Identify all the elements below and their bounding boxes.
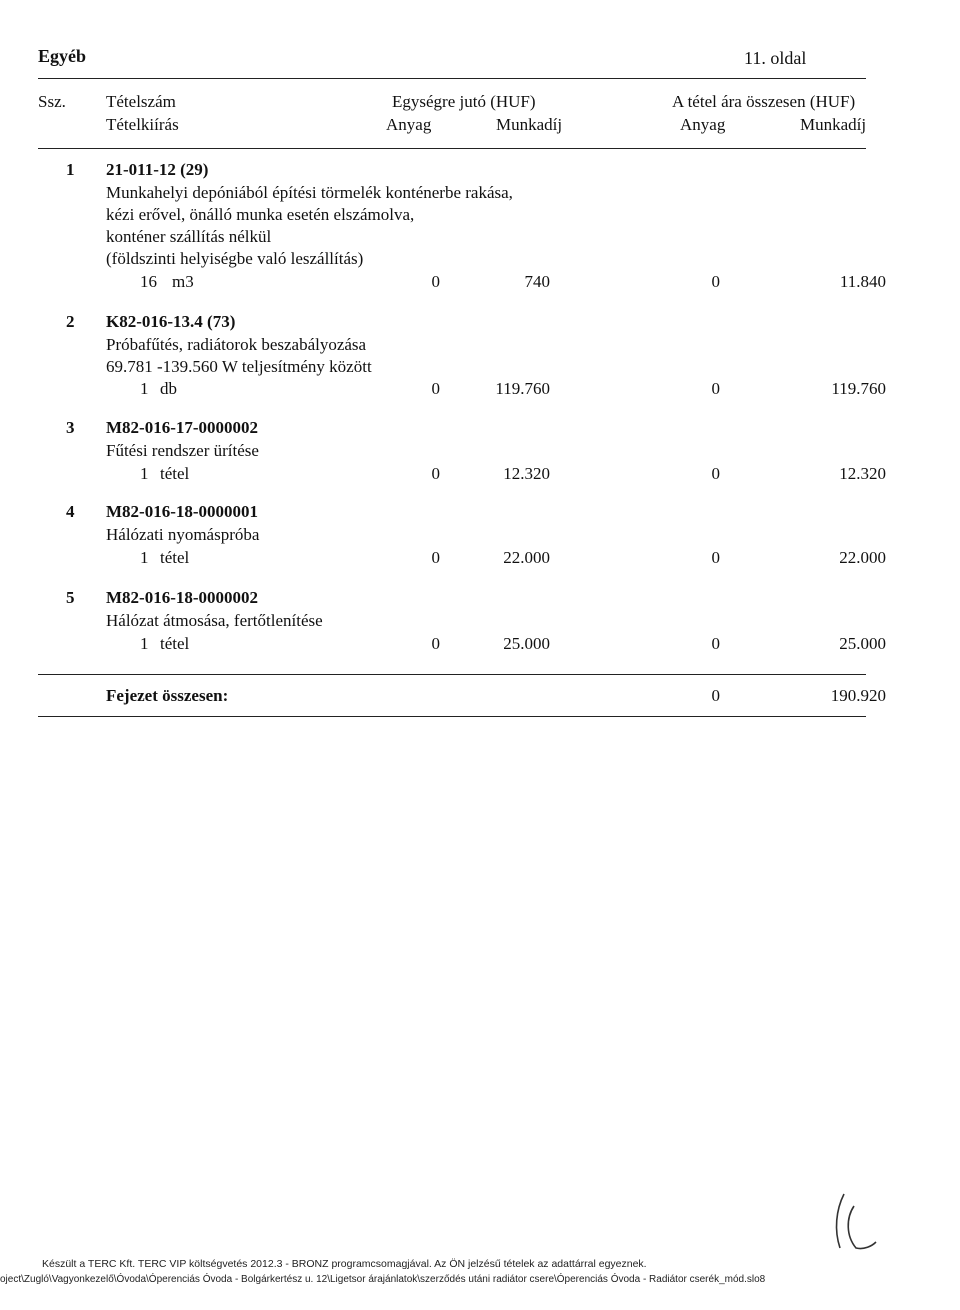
item-desc-line: Fűtési rendszer ürítése [106, 441, 259, 460]
item-code: 21-011-12 (29) [106, 160, 209, 179]
item-quantity: 1 [140, 634, 149, 653]
summary-top-divider [38, 674, 866, 675]
item-unit: m3 [172, 272, 194, 291]
summary-labor: 190.920 [830, 686, 886, 705]
col-total-price: A tétel ára összesen (HUF) [672, 92, 856, 111]
summary-bottom-divider [38, 716, 866, 717]
item-code: M82-016-18-0000001 [106, 502, 259, 521]
unit-labor-value: 22.000 [503, 548, 550, 567]
item-desc-line: Hálózati nyomáspróba [106, 525, 260, 544]
item-unit: db [160, 379, 177, 398]
total-material-value: 0 [711, 272, 720, 291]
summary-label: Fejezet összesen: [106, 686, 229, 705]
item-desc-line: Munkahelyi depóniából építési törmelék konténerbe rakása, [106, 183, 513, 202]
unit-material-value: 0 [431, 272, 440, 291]
item-quantity: 1 [140, 464, 149, 483]
col-ssz: Ssz. [38, 92, 66, 111]
item-desc-line: (földszinti helyiségbe való leszállítás) [106, 249, 364, 268]
header-divider [38, 78, 866, 79]
signature-initials [826, 1190, 886, 1254]
item-unit: tétel [160, 464, 190, 483]
item-number: 3 [66, 418, 75, 437]
item-number: 1 [66, 160, 75, 179]
unit-material-value: 0 [431, 548, 440, 567]
item-unit: tétel [160, 634, 190, 653]
total-labor-value: 12.320 [839, 464, 886, 483]
footer-line-1: Készült a TERC Kft. TERC VIP költségvetés 2012.3 - BRONZ programcsomagjával. Az ÖN jelzésű tételek az adattárral egyeznek. [42, 1258, 647, 1270]
item-desc-line: Hálózat átmosása, fertőtlenítése [106, 611, 323, 630]
total-material-value: 0 [711, 379, 720, 398]
col-total-material: Anyag [680, 115, 726, 134]
unit-labor-value: 25.000 [503, 634, 550, 653]
item-number: 5 [66, 588, 75, 607]
unit-material-value: 0 [431, 634, 440, 653]
unit-material-value: 0 [431, 379, 440, 398]
unit-labor-value: 12.320 [503, 464, 550, 483]
col-unit-labor: Munkadíj [496, 115, 563, 134]
item-desc-line: Próbafűtés, radiátorok beszabályozása [106, 335, 367, 354]
item-code: M82-016-17-0000002 [106, 418, 259, 437]
summary-material: 0 [711, 686, 720, 705]
item-code: M82-016-18-0000002 [106, 588, 259, 607]
total-material-value: 0 [711, 464, 720, 483]
item-number: 2 [66, 312, 75, 331]
total-labor-value: 22.000 [839, 548, 886, 567]
item-number: 4 [66, 502, 75, 521]
col-unit-material: Anyag [386, 115, 432, 134]
item-desc-line: kézi erővel, önálló munka esetén elszámolva, [106, 205, 415, 224]
item-unit: tétel [160, 548, 190, 567]
section-title: Egyéb [38, 46, 87, 66]
item-desc-line: konténer szállítás nélkül [106, 227, 272, 246]
total-labor-value: 119.760 [831, 379, 886, 398]
item-quantity: 16 [140, 272, 157, 291]
item-code: K82-016-13.4 (73) [106, 312, 236, 331]
unit-material-value: 0 [431, 464, 440, 483]
total-material-value: 0 [711, 634, 720, 653]
total-labor-value: 25.000 [839, 634, 886, 653]
page-number: 11. oldal [744, 48, 807, 68]
item-desc-line: 69.781 -139.560 W teljesítmény között [106, 357, 372, 376]
col-item-code: Tételszám [106, 92, 176, 111]
col-total-labor: Munkadíj [800, 115, 867, 134]
item-quantity: 1 [140, 548, 149, 567]
total-material-value: 0 [711, 548, 720, 567]
unit-labor-value: 119.760 [495, 379, 550, 398]
footer-line-2: oject\Zugló\Vagyonkezelő\Óvoda\Óperenciás Óvoda - Bolgárkertész u. 12\Ligetsor árajánlatok\szerződés utáni radiátor csere\Óperenciás Óvoda - Radiátor cserék_mód.slo8 [0, 1274, 766, 1285]
columns-divider [38, 148, 866, 149]
col-item-desc: Tételkiírás [106, 115, 179, 134]
unit-labor-value: 740 [524, 272, 550, 291]
item-quantity: 1 [140, 379, 149, 398]
col-unit-price: Egységre jutó (HUF) [392, 92, 536, 111]
total-labor-value: 11.840 [839, 272, 886, 291]
